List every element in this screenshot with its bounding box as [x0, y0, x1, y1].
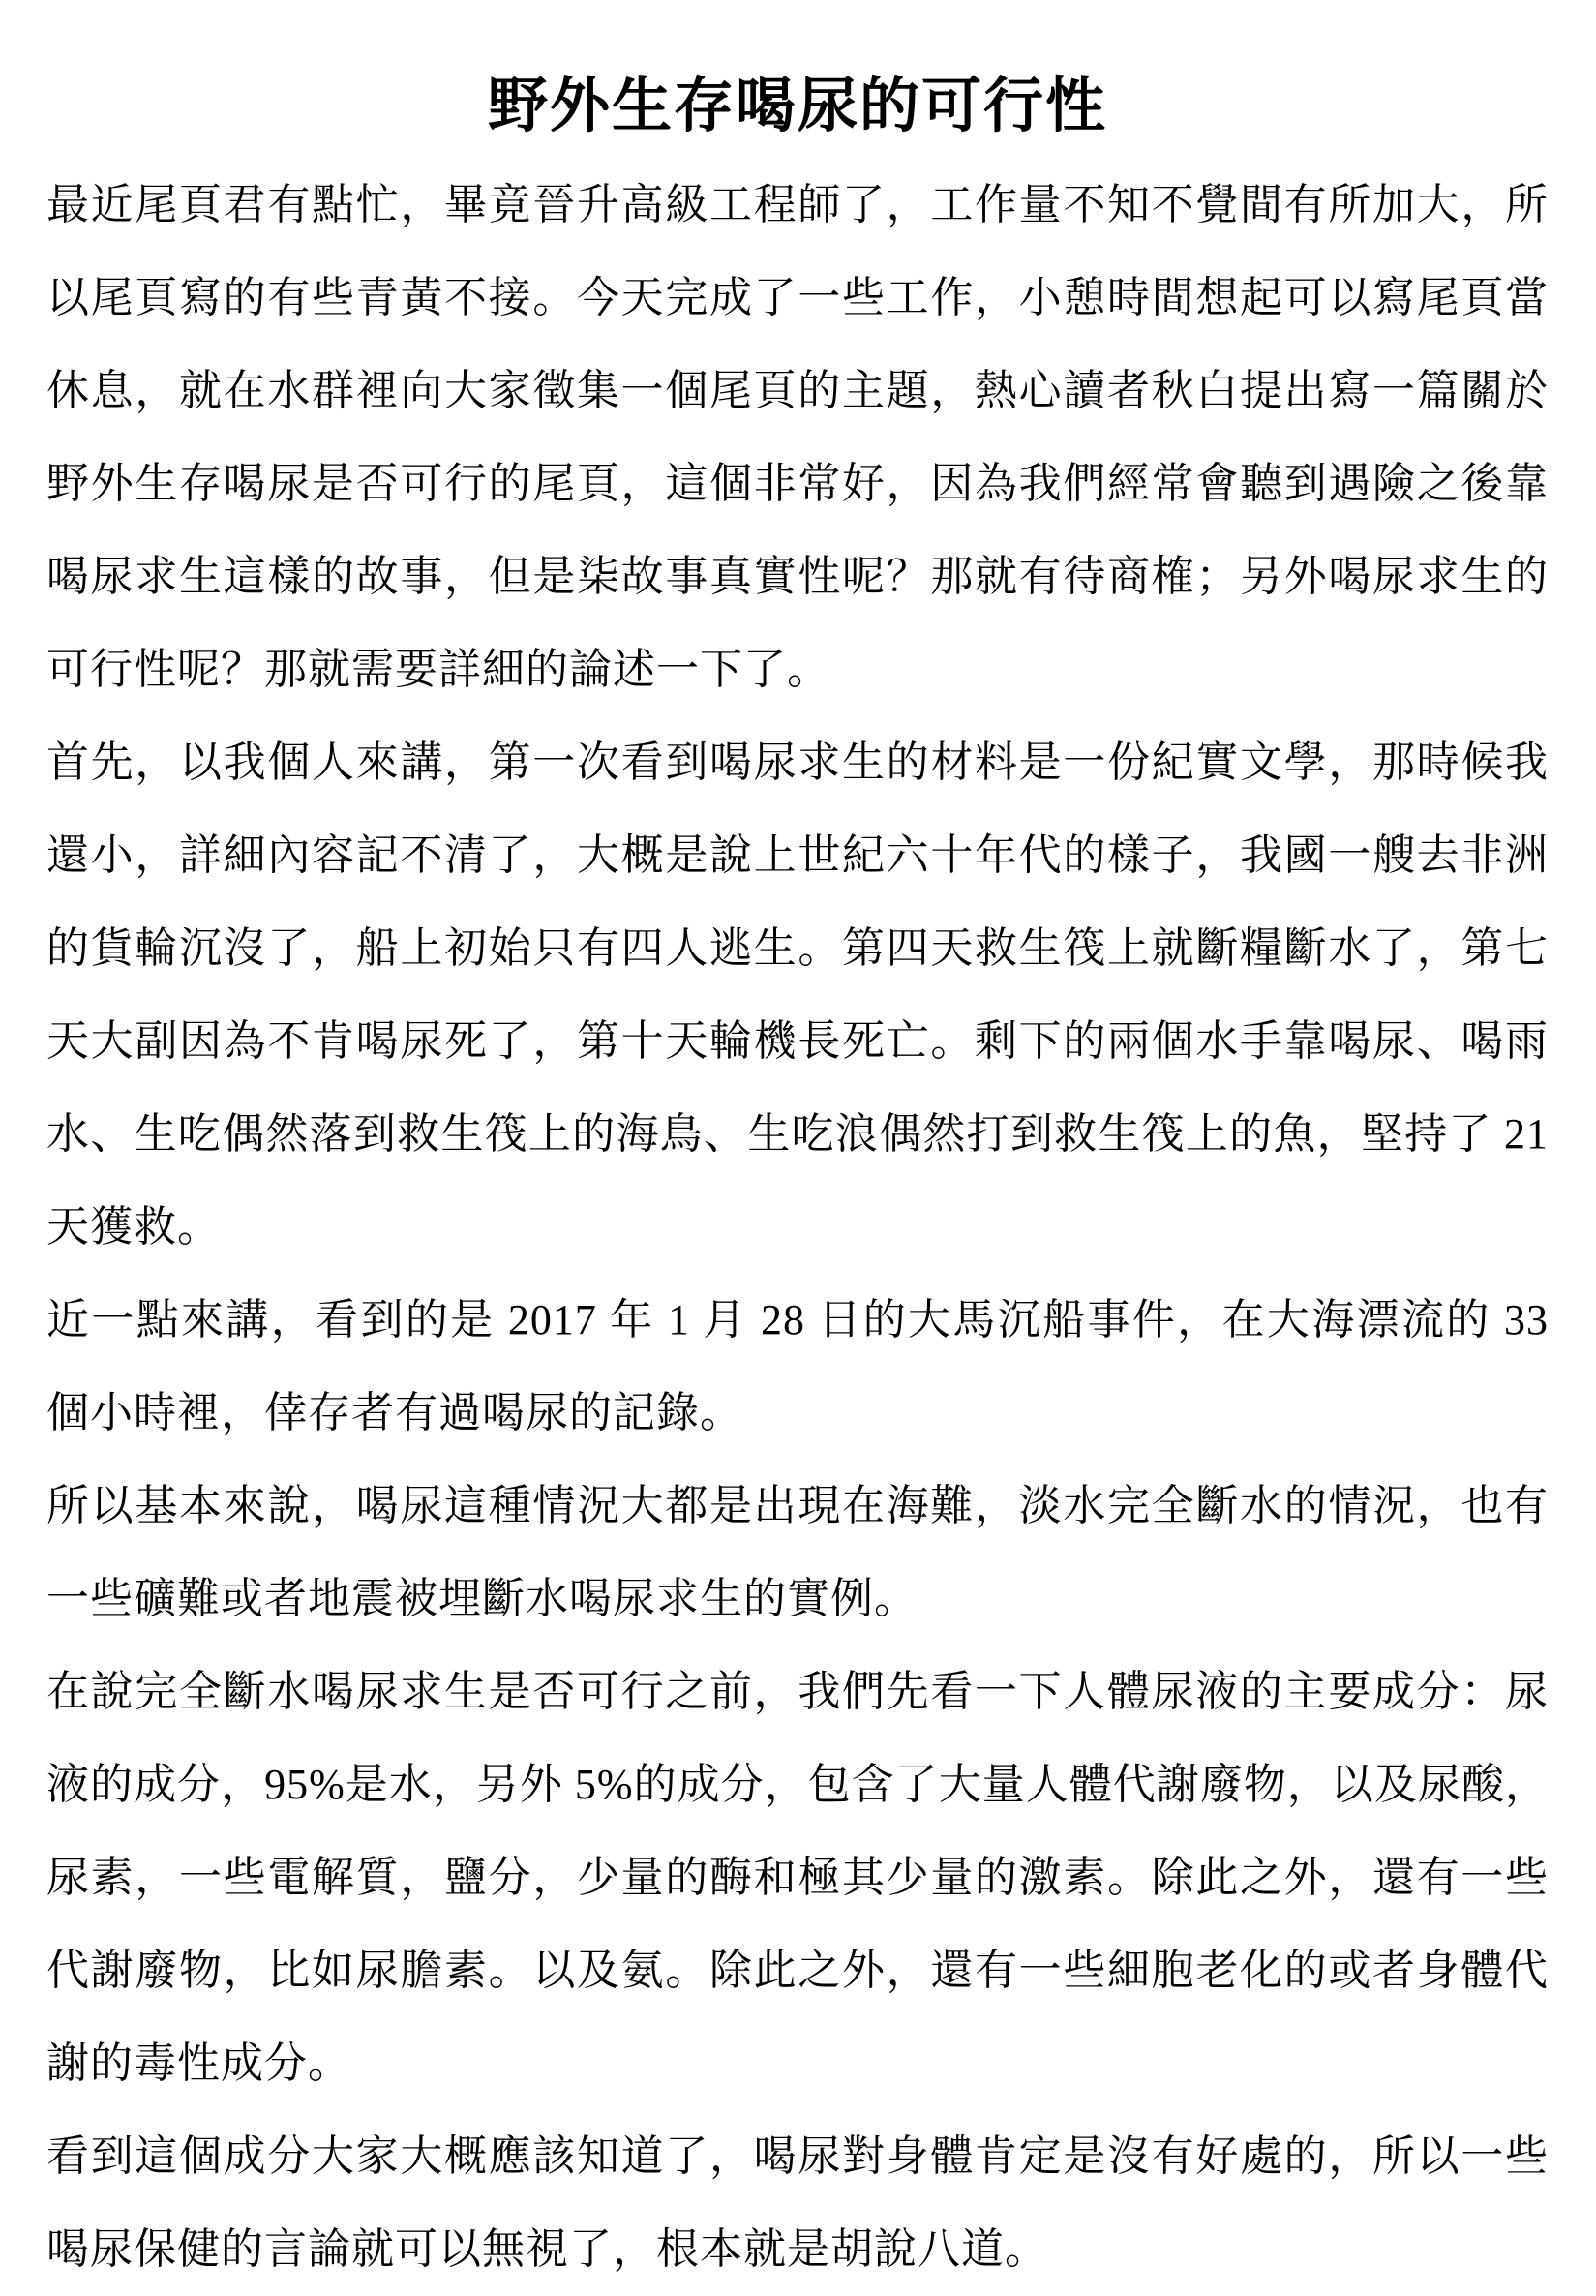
paragraph: 首先，以我個人來講，第一次看到喝尿求生的材料是一份紀實文學，那時候我還小，詳細內容記不清了，大概是說上世紀六十年代的樣子，我國一艘去非洲的貨輪沉沒了，船上初始只有四人逃生。第四天救生筏上就斷糧斷水了，第七天大副因為不肯喝尿死了，第十天輪機長死亡。剩下的兩個水手靠喝尿、喝雨水、生吃偶然落到救生筏上的海鳥、生吃浪偶然打到救生筏上的魚，堅持了 21 天獲救。	[46, 739, 1549, 1251]
paragraph: 最近尾頁君有點忙，畢竟晉升高級工程師了，工作量不知不覺間有所加大，所以尾頁寫的有些青黃不接。今天完成了一些工作，小憩時間想起可以寫尾頁當休息，就在水群裡向大家徵集一個尾頁的主題，熱心讀者秋白提出寫一篇關於野外生存喝尿是否可行的尾頁，這個非常好，因為我們經常會聽到遇險之後靠喝尿求生這樣的故事，但是柒故事真實性呢？那就有待商榷；另外喝尿求生的可行性呢？那就需要詳細的論述一下了。	[46, 181, 1549, 693]
paragraph: 在說完全斷水喝尿求生是否可行之前，我們先看一下人體尿液的主要成分：尿液的成分，95%是水，另外 5%的成分，包含了大量人體代謝廢物，以及尿酸，尿素，一些電解質，鹽分，少量的酶和極其少量的激素。除此之外，還有一些代謝廢物，比如尿膽素。以及氨。除此之外，還有一些細胞老化的或者身體代謝的毒性成分。	[46, 1668, 1549, 2087]
paragraph: 近一點來講，看到的是 2017 年 1 月 28 日的大馬沉船事件，在大海漂流的 33 個小時裡，倖存者有過喝尿的記錄。	[46, 1296, 1549, 1436]
paragraph: 看到這個成分大家大概應該知道了，喝尿對身體肯定是沒有好處的，所以一些喝尿保健的言論就可以無視了，根本就是胡說八道。	[46, 2132, 1549, 2273]
paragraph: 所以基本來說，喝尿這種情況大都是出現在海難，淡水完全斷水的情況，也有一些礦難或者地震被埋斷水喝尿求生的實例。	[46, 1482, 1549, 1622]
document-body	[46, 159, 1549, 2296]
document-title: 野外生存喝尿的可行性	[487, 74, 1107, 139]
